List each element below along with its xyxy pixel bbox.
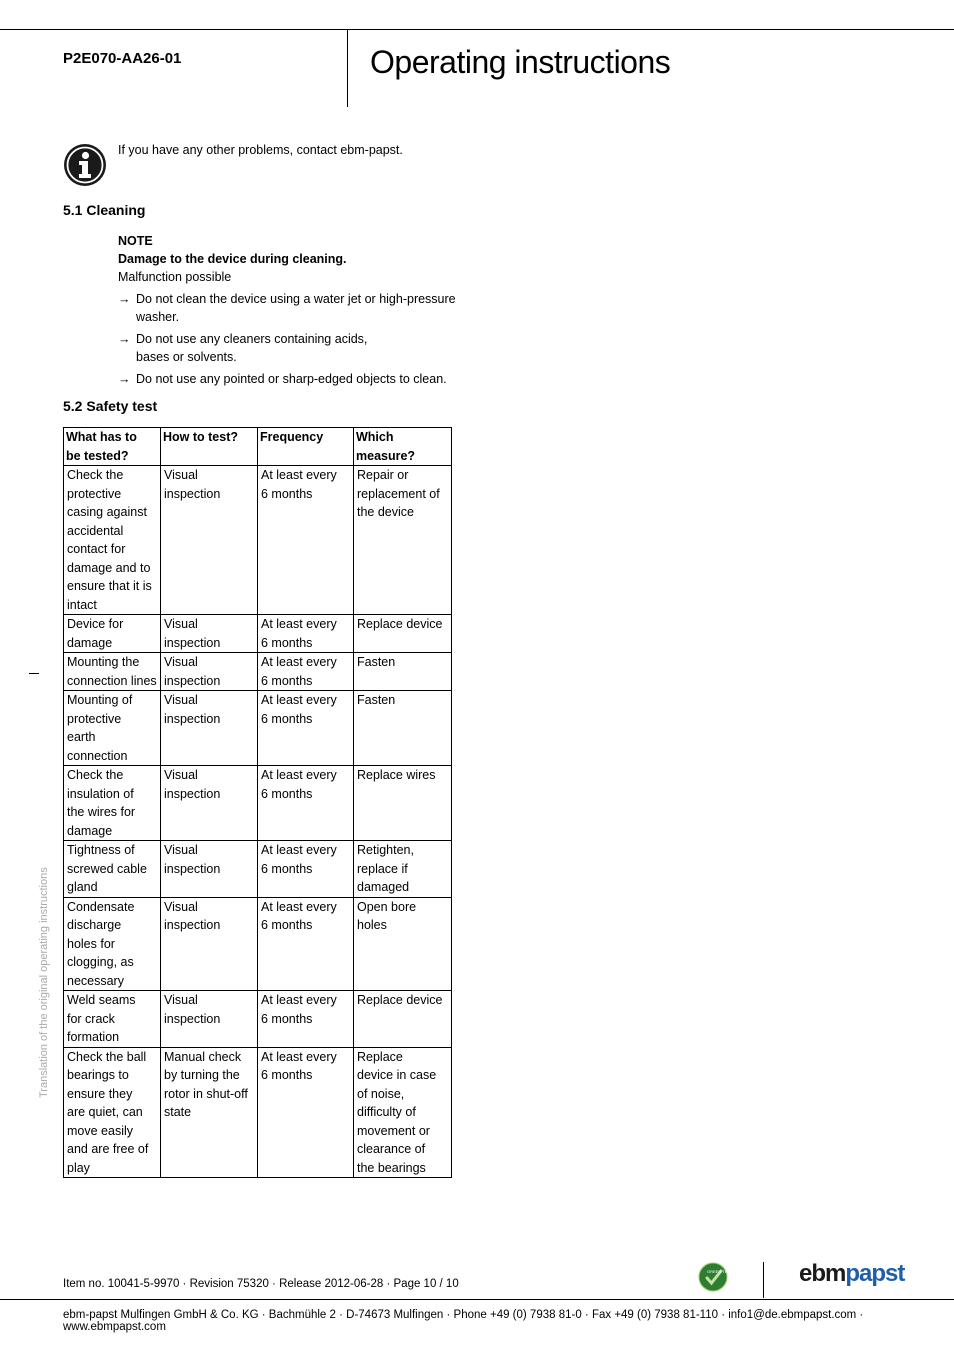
section-heading-safety-test: 5.2 Safety test <box>63 398 158 414</box>
document-id: P2E070-AA26-01 <box>63 50 182 67</box>
table-row <box>64 653 452 691</box>
page-title: Operating instructions <box>370 44 671 80</box>
table-cell: Open bore holes <box>354 897 452 991</box>
cleaning-bullet <box>118 290 478 326</box>
table-cell: Check the protective casing against accidental contact for damage and to ensure that it is intact <box>64 466 161 615</box>
table-cell: Repair or replacement of the device <box>354 466 452 615</box>
table-cell: At least every 6 months <box>258 1047 354 1178</box>
ebmpapst-logo <box>799 1260 904 1288</box>
table-cell: Visual inspection <box>161 897 258 991</box>
safety-test-table <box>63 427 452 1178</box>
side-note: Translation of the original operating instructions <box>38 867 50 1098</box>
column-header: What has to be tested? <box>64 428 161 466</box>
footer-company-line: ebm-papst Mulfingen GmbH & Co. KG · Bachmühle 2 · D-74673 Mulfingen · Phone +49 (0) 7938 81-0 · Fax +49 (0) 7938 81-110 · info1@de.ebmpapst.com · www.ebmpapst.com <box>63 1309 864 1333</box>
arrow-icon: → <box>118 332 131 346</box>
table-cell: At least every 6 months <box>258 991 354 1048</box>
info-text: If you have any other problems, contact ebm-papst. <box>118 143 403 157</box>
cleaning-bullet <box>118 330 478 366</box>
table-cell: At least every 6 months <box>258 466 354 615</box>
table-cell: Replace device <box>354 615 452 653</box>
logo-ebm: ebm <box>799 1260 846 1287</box>
table-cell: Retighten, replace if damaged <box>354 841 452 898</box>
footer-logo-divider <box>763 1262 764 1298</box>
table-cell: Visual inspection <box>161 841 258 898</box>
arrow-icon: → <box>118 372 131 386</box>
bullet-text-line: Do not use any cleaners containing acids, <box>136 332 368 346</box>
margin-mark <box>29 673 39 674</box>
table-cell: Mounting the connection lines <box>64 653 161 691</box>
table-row <box>64 841 452 898</box>
table-cell: Visual inspection <box>161 466 258 615</box>
table-cell: Fasten <box>354 653 452 691</box>
table-cell: Manual check by turning the rotor in shut-off state <box>161 1047 258 1178</box>
table-row <box>64 766 452 841</box>
section-heading-cleaning: 5.1 Cleaning <box>63 202 146 218</box>
table-cell: Device for damage <box>64 615 161 653</box>
table-row <box>64 1047 452 1178</box>
header-top-rule <box>0 29 954 30</box>
bullet-text-line: washer. <box>136 310 180 324</box>
table-row <box>64 466 452 615</box>
table-cell: At least every 6 months <box>258 691 354 766</box>
table-cell: Replace device in case of noise, difficulty of movement or clearance of the bearings <box>354 1047 452 1178</box>
column-header: How to test? <box>161 428 258 466</box>
table-cell: At least every 6 months <box>258 766 354 841</box>
badge-text: GREEN TECH <box>707 1269 734 1274</box>
logo-papst: papst <box>845 1260 905 1287</box>
header-divider <box>347 29 348 107</box>
table-cell: Visual inspection <box>161 691 258 766</box>
column-header: Frequency <box>258 428 354 466</box>
info-icon <box>63 143 107 187</box>
table-cell: Tightness of screwed cable gland <box>64 841 161 898</box>
table-cell: At least every 6 months <box>258 897 354 991</box>
arrow-icon: → <box>118 292 131 306</box>
table-row <box>64 691 452 766</box>
table-cell: Visual inspection <box>161 991 258 1048</box>
table-cell: Fasten <box>354 691 452 766</box>
footer-item-line: Item no. 10041-5-9970 · Revision 75320 · Release 2012-06-28 · Page 10 / 10 <box>63 1278 459 1290</box>
table-header-row <box>64 428 452 466</box>
table-cell: Check the ball bearings to ensure they are quiet, can move easily and are free of play <box>64 1047 161 1178</box>
table-row <box>64 615 452 653</box>
table-cell: Condensate discharge holes for clogging, as necessary <box>64 897 161 991</box>
table-cell: Replace wires <box>354 766 452 841</box>
bullet-text-line: bases or solvents. <box>136 350 237 364</box>
table-cell: Mounting of protective earth connection <box>64 691 161 766</box>
green-tech-badge <box>698 1262 734 1292</box>
table-row <box>64 991 452 1048</box>
table-cell: Replace device <box>354 991 452 1048</box>
note-label: NOTE <box>118 234 153 248</box>
cleaning-bullet <box>118 370 478 388</box>
table-cell: At least every 6 months <box>258 841 354 898</box>
table-row <box>64 897 452 991</box>
footer-rule <box>0 1299 954 1300</box>
note-title: Damage to the device during cleaning. <box>118 252 347 266</box>
table-cell: At least every 6 months <box>258 615 354 653</box>
note-subtitle: Malfunction possible <box>118 270 232 284</box>
cleaning-note <box>118 232 478 388</box>
table-cell: Check the insulation of the wires for damage <box>64 766 161 841</box>
bullet-text-line: Do not clean the device using a water jet or high-pressure <box>136 292 456 306</box>
bullet-text-line: Do not use any pointed or sharp-edged objects to clean. <box>136 372 447 386</box>
table-cell: Visual inspection <box>161 615 258 653</box>
table-cell: At least every 6 months <box>258 653 354 691</box>
column-header: Which measure? <box>354 428 452 466</box>
table-cell: Weld seams for crack formation <box>64 991 161 1048</box>
table-cell: Visual inspection <box>161 766 258 841</box>
table-cell: Visual inspection <box>161 653 258 691</box>
